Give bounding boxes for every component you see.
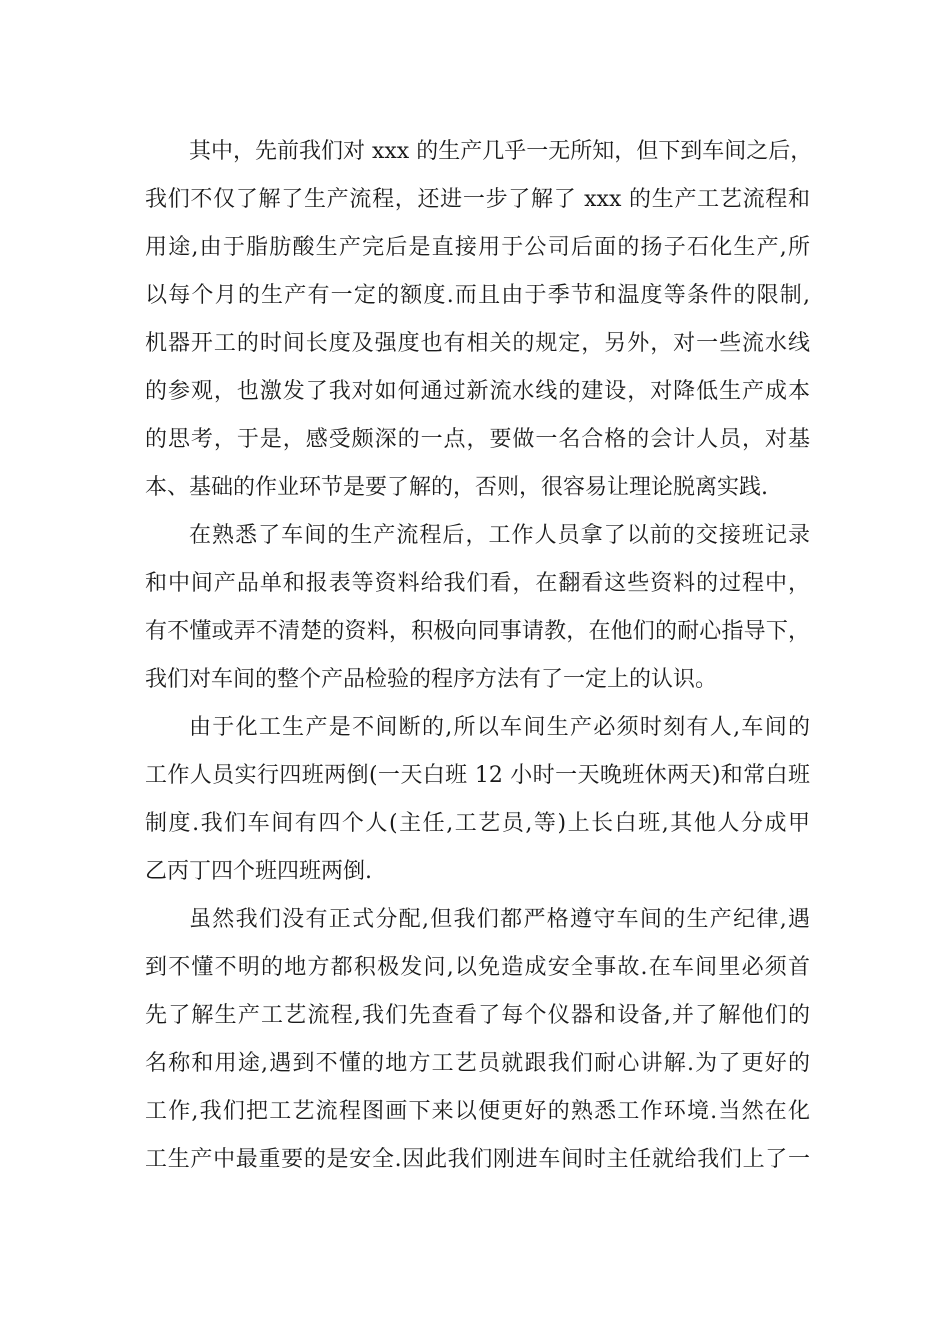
text-line: 名称和用途,遇到不懂的地方工艺员就跟我们耐心讲解.为了更好的 — [145, 1051, 810, 1076]
paragraph-2 — [145, 512, 810, 704]
text-line: 的思考，于是，感受颇深的一点，要做一名合格的会计人员，对基 — [145, 427, 810, 452]
text-line: 以每个月的生产有一定的额度.而且由于季节和温度等条件的限制, — [145, 283, 810, 308]
text-line: 到不懂不明的地方都积极发问,以免造成安全事故.在车间里必须首 — [145, 955, 810, 980]
text-line: 在熟悉了车间的生产流程后，工作人员拿了以前的交接班记录 — [189, 523, 810, 548]
text-line: 由于化工生产是不间断的,所以车间生产必须时刻有人,车间的 — [189, 715, 810, 740]
text-line: 的参观，也激发了我对如何通过新流水线的建设，对降低生产成本 — [145, 379, 810, 404]
paragraph-3 — [145, 704, 810, 896]
text-line: 制度.我们车间有四个人(主任,工艺员,等)上长白班,其他人分成甲 — [145, 811, 810, 836]
paragraph-1 — [145, 128, 813, 512]
text-line: 其中，先前我们对 xxx 的生产几乎一无所知，但下到车间之后， — [189, 139, 813, 164]
text-line: 机器开工的时间长度及强度也有相关的规定，另外，对一些流水线 — [145, 331, 810, 356]
text-line: 先了解生产工艺流程,我们先查看了每个仪器和设备,并了解他们的 — [145, 1003, 810, 1028]
document-body — [145, 128, 813, 1184]
text-line: 我们对车间的整个产品检验的程序方法有了一定上的认识。 — [145, 667, 718, 692]
paragraph-4 — [145, 896, 810, 1184]
text-line: 乙丙丁四个班四班两倒. — [145, 859, 372, 884]
text-line: 和中间产品单和报表等资料给我们看，在翻看这些资料的过程中， — [145, 571, 810, 596]
text-line: 虽然我们没有正式分配,但我们都严格遵守车间的生产纪律,遇 — [189, 907, 810, 932]
text-line: 有不懂或弄不清楚的资料，积极向同事请教，在他们的耐心指导下， — [145, 619, 810, 644]
text-line: 本、基础的作业环节是要了解的，否则，很容易让理论脱离实践. — [145, 475, 768, 500]
text-line: 用途,由于脂肪酸生产完后是直接用于公司后面的扬子石化生产,所 — [145, 235, 810, 260]
text-line: 我们不仅了解了生产流程，还进一步了解了 xxx 的生产工艺流程和 — [145, 187, 810, 212]
text-line: 工生产中最重要的是安全.因此我们刚进车间时主任就给我们上了一 — [145, 1147, 810, 1172]
text-line: 工作,我们把工艺流程图画下来以便更好的熟悉工作环境.当然在化 — [145, 1099, 810, 1124]
text-line: 工作人员实行四班两倒(一天白班 12 小时一天晚班休两天)和常白班 — [145, 763, 810, 788]
